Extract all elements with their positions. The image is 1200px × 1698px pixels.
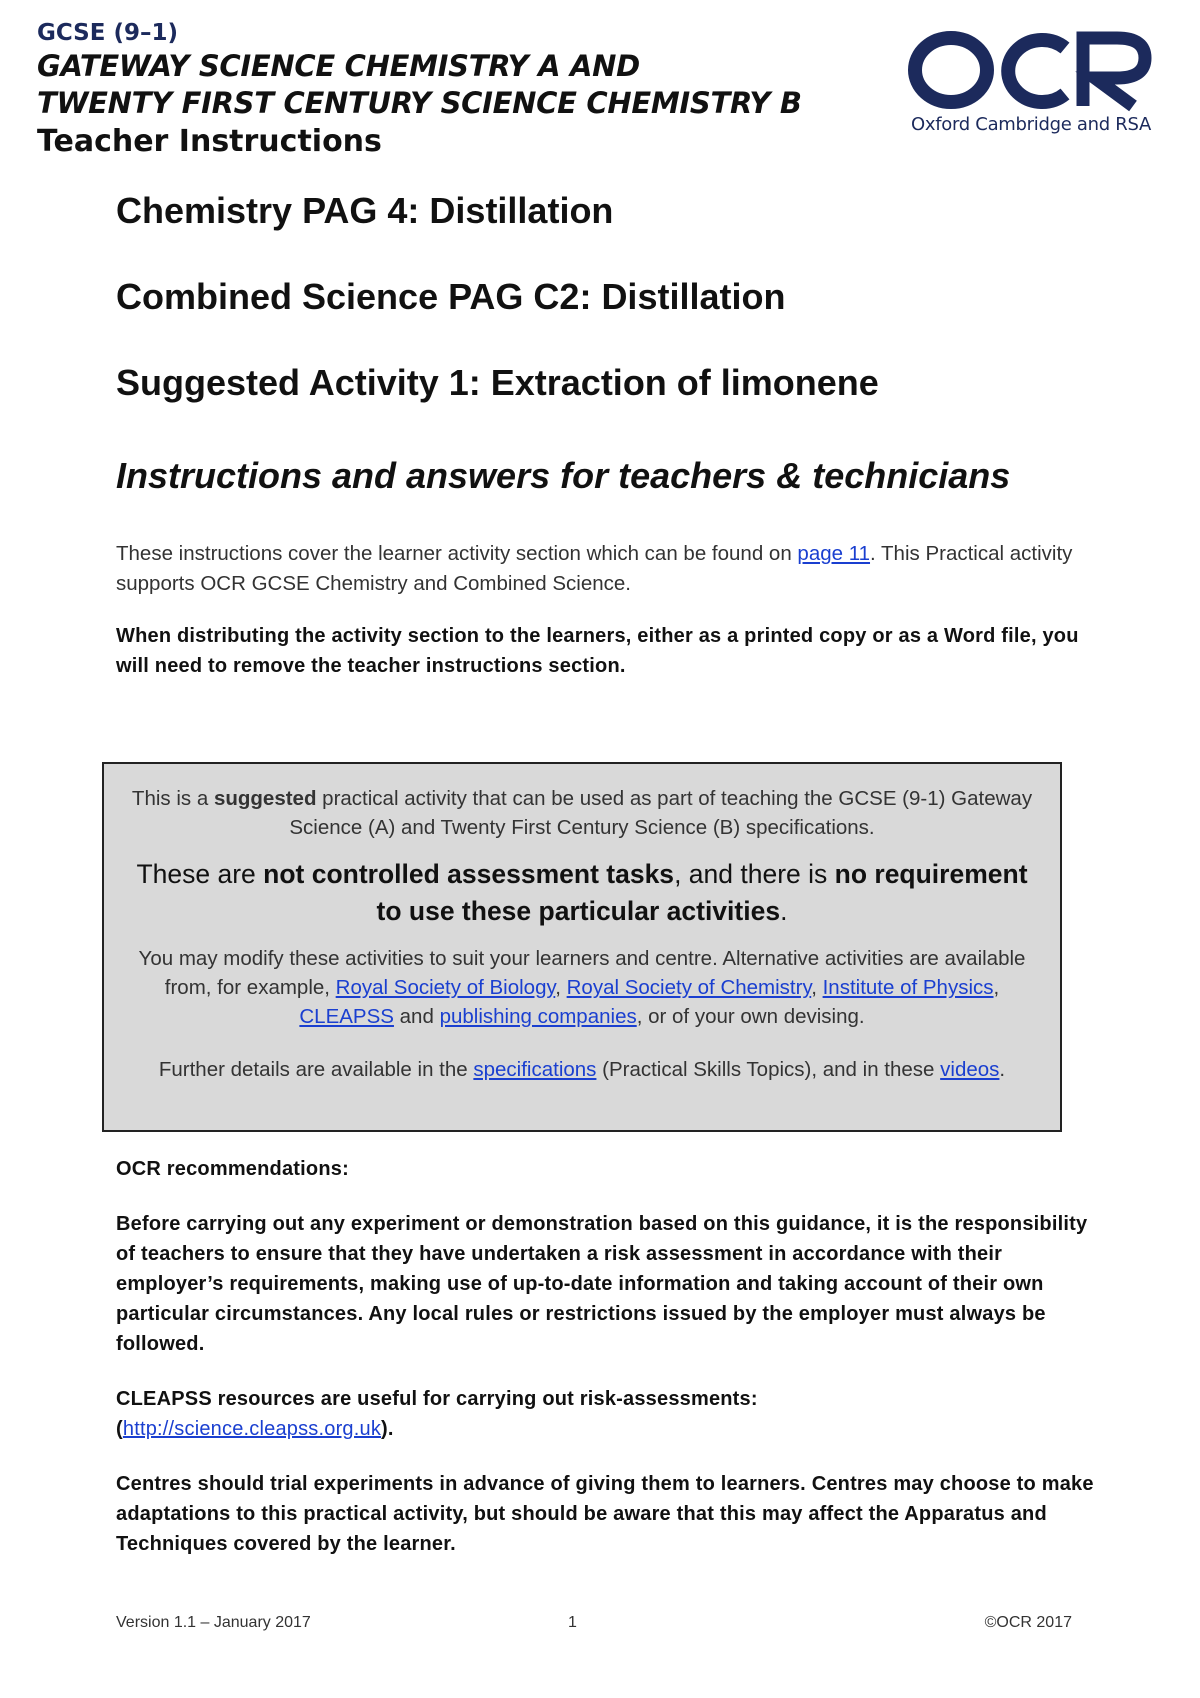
ocr-logo [905, 28, 1165, 148]
institute-of-physics-link[interactable]: Institute of Physics [822, 976, 994, 999]
header-title-line2: TWENTY FIRST CENTURY SCIENCE CHEMISTRY B [37, 86, 802, 120]
trial-paragraph: Centres should trial experiments in advance of giving them to learners. Centres may choose to make adaptations to this practical activity, but should be aware that this may affect the Apparatus and Techniques covered by the learner. [116, 1473, 1094, 1555]
notice-modify-after: , or of your own devising. [636, 1005, 865, 1028]
footer-page-number: 1 [568, 1614, 577, 1631]
intro-text-after: . This Practical activity supports OCR GCSE Chemistry and Combined Science. [116, 542, 1073, 595]
header-subtitle: Teacher Instructions [37, 124, 382, 159]
notice-intro-bold: suggested [213, 787, 317, 810]
notice-emph-5: . [780, 896, 788, 926]
royal-society-chemistry-link[interactable]: Royal Society of Chemistry [566, 976, 812, 999]
header-title-line1: GATEWAY SCIENCE CHEMISTRY A AND [37, 49, 640, 83]
series-label: GCSE (9–1) [37, 20, 178, 46]
intro-paragraph [116, 539, 1096, 599]
cleapss-paragraph [116, 1384, 1096, 1444]
separator: , [993, 976, 1000, 999]
notice-further-after: . [999, 1058, 1006, 1081]
notice-modify [122, 944, 1042, 1031]
heading-combined-science-pag: Combined Science PAG C2: Distillation [116, 276, 786, 317]
publishing-companies-link[interactable]: publishing companies [439, 1005, 637, 1028]
notice-emph-4: no requirement to use these particular activities [376, 859, 1028, 926]
cleapss-link[interactable]: CLEAPSS [299, 1005, 394, 1028]
footer-version: Version 1.1 – January 2017 [116, 1614, 311, 1631]
cleapss-close-paren: ). [381, 1418, 394, 1440]
notice-further-middle: (Practical Skills Topics), and in these [596, 1058, 941, 1081]
notice-emph-2: not controlled assessment tasks [263, 859, 675, 889]
heading-chemistry-pag: Chemistry PAG 4: Distillation [116, 190, 614, 231]
notice-intro-after: practical activity that can be used as part of teaching the GCSE (9-1) Gateway Science (A) and Twenty First Century Science (B) specifications. [289, 787, 1033, 839]
cleapss-url-link[interactable]: http://science.cleapss.org.uk [122, 1418, 382, 1440]
videos-link[interactable]: videos [940, 1058, 1000, 1081]
notice-intro-before: This is a [131, 787, 214, 810]
cleapss-open-paren: ( [116, 1418, 123, 1440]
notice-emph-1: These are [136, 859, 264, 889]
distribution-note: When distributing the activity section to the learners, either as a printed copy or as a Word file, you will need to remove the teacher instructions section. [116, 625, 1079, 677]
main-content [116, 190, 1096, 706]
notice-modify-before: You may modify these activities to suit your learners and centre. Alternative activities are available from, for example, [138, 947, 1026, 999]
notice-further [122, 1055, 1042, 1084]
cleapss-text: CLEAPSS resources are useful for carrying out risk-assessments: [116, 1388, 758, 1410]
royal-society-biology-link[interactable]: Royal Society of Biology [335, 976, 556, 999]
logo-tagline: Oxford Cambridge and RSA [911, 114, 1151, 135]
separator: and [393, 1005, 440, 1028]
notice-emph-3: , and there is [674, 859, 835, 889]
risk-assessment-paragraph: Before carrying out any experiment or demonstration based on this guidance, it is the responsibility of teachers to ensure that they have undertaken a risk assessment in accordance with their employer’s requirements, making use of up-to-date information and taking account of their own particular circumstances. Any local rules or restrictions issued by the employer must always be followed. [116, 1213, 1088, 1355]
intro-text-before: These instructions cover the learner activity section which can be found on [116, 542, 798, 565]
separator: , [555, 976, 567, 999]
heading-instructions: Instructions and answers for teachers & technicians [116, 455, 1011, 496]
page-11-link[interactable]: page 11 [797, 542, 871, 565]
footer-copyright: ©OCR 2017 [984, 1614, 1072, 1631]
heading-suggested-activity: Suggested Activity 1: Extraction of limonene [116, 362, 879, 403]
notice-emphasis [122, 856, 1042, 930]
notice-further-before: Further details are available in the [158, 1058, 474, 1081]
recommendations-section [116, 1154, 1096, 1584]
separator: , [811, 976, 823, 999]
recommendations-heading: OCR recommendations: [116, 1158, 349, 1180]
notice-intro [122, 784, 1042, 842]
document-header [37, 18, 857, 162]
specifications-link[interactable]: specifications [473, 1058, 597, 1081]
page-footer [116, 1614, 1072, 1636]
ocr-wordmark-icon [905, 28, 1165, 114]
notice-box [102, 762, 1062, 1132]
